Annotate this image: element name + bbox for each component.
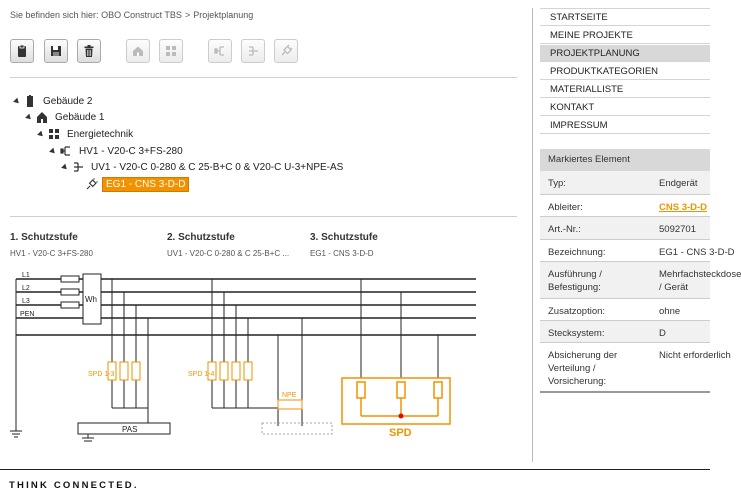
tree-node-uv1[interactable]: [62, 159, 346, 175]
tree-node-label: UV1 - V20-C 0-280 & C 25-B+C 0 & V20-C U-3+NPE-AS: [91, 161, 344, 173]
branch-left-icon: [246, 44, 260, 58]
property-value: EG1 - CNS 3-D-D: [659, 247, 735, 258]
ableiter-link[interactable]: CNS 3-D-D: [659, 202, 708, 213]
line-label-l2: L2: [22, 285, 30, 292]
property-row-typ: [540, 171, 710, 195]
property-row-art-nr: [540, 217, 710, 240]
add-main-distributor-button[interactable]: [208, 39, 232, 63]
nav-item-materialliste[interactable]: MATERIALLISTE: [540, 80, 710, 98]
building-icon: [24, 95, 36, 107]
property-key: Ausführung / Befestigung:: [548, 269, 602, 293]
add-category-button[interactable]: [159, 39, 183, 63]
tree-node-eg1[interactable]: [86, 176, 189, 192]
property-row-zusatzoption: [540, 299, 710, 321]
property-row-ausfuehrung: [540, 262, 741, 299]
house-icon: [36, 111, 48, 123]
tree-node-label-selected: EG1 - CNS 3-D-D: [102, 177, 189, 192]
grid-icon: [48, 128, 60, 140]
main-navigation: [540, 8, 710, 134]
breadcrumb-current: Projektplanung: [193, 10, 254, 20]
property-key: Absicherung der Verteilung / Vorsicherung:: [548, 350, 618, 387]
property-key: Typ:: [548, 178, 566, 189]
spd-device-label: SPD: [389, 427, 412, 439]
tree-node-energietechnik[interactable]: [38, 126, 136, 142]
expand-arrow-icon[interactable]: [25, 113, 33, 121]
expand-arrow-icon[interactable]: [61, 163, 69, 171]
pas-label: PAS: [122, 425, 138, 434]
spd-1-label: SPD 1-3: [88, 371, 115, 378]
selected-element-title: Markiertes Element: [540, 149, 710, 171]
property-key: Bezeichnung:: [548, 247, 606, 258]
property-key: Zusatzoption:: [548, 306, 606, 317]
property-value: ohne: [659, 306, 681, 317]
property-value: Mehrfachsteckdose / Gerät: [659, 269, 741, 293]
divider-middle: [10, 216, 517, 217]
breadcrumb-prefix: Sie befinden sich hier:: [10, 10, 99, 20]
tree-node-label: Gebäude 2: [43, 95, 93, 107]
expand-arrow-icon[interactable]: [49, 147, 57, 155]
spd-stage-2: [208, 362, 302, 409]
property-key: Stecksystem:: [548, 328, 605, 339]
divider-top: [10, 77, 517, 78]
clipboard-icon: [15, 44, 29, 58]
house-icon: [131, 44, 145, 58]
stage-3-subtitle: EG1 - CNS 3-D-D: [310, 249, 374, 258]
stage-1-subtitle: HV1 - V20-C 3+FS-280: [10, 249, 93, 258]
add-end-device-button[interactable]: [274, 39, 298, 63]
property-row-stecksystem: [540, 321, 710, 343]
nav-item-startseite[interactable]: STARTSEITE: [540, 8, 710, 26]
meter-label: Wh: [85, 295, 97, 304]
property-value: 5092701: [659, 224, 696, 235]
save-icon: [49, 44, 63, 58]
branch-right-icon: [213, 44, 227, 58]
property-value: Endgerät: [659, 178, 698, 189]
tree-node-building-1[interactable]: [26, 109, 108, 125]
delete-button[interactable]: [77, 39, 101, 63]
grid-icon: [164, 44, 178, 58]
property-value: Nicht erforderlich: [659, 350, 731, 361]
stage-3-title: 3. Schutzstufe: [310, 232, 378, 243]
circuit-schematic: [6, 266, 520, 446]
breadcrumb: [10, 10, 253, 20]
tree-node-hv1[interactable]: [50, 143, 186, 159]
stage-1-title: 1. Schutzstufe: [10, 232, 78, 243]
add-building-button[interactable]: [126, 39, 150, 63]
property-key: Ableiter:: [548, 202, 583, 213]
subdistributor-icon: [72, 161, 84, 173]
expand-arrow-icon[interactable]: [37, 130, 45, 138]
expand-arrow-icon[interactable]: [13, 97, 21, 105]
npe-label: NPE: [282, 392, 297, 399]
footer-divider: [0, 469, 710, 470]
nav-item-kontakt[interactable]: KONTAKT: [540, 98, 710, 116]
breadcrumb-link-tbs[interactable]: OBO Construct TBS: [101, 10, 182, 20]
line-label-l3: L3: [22, 298, 30, 305]
line-label-pen: PEN: [20, 311, 35, 318]
property-row-bezeichnung: [540, 240, 735, 262]
breadcrumb-separator: >: [184, 10, 191, 20]
nav-item-meine-projekte[interactable]: MEINE PROJEKTE: [540, 26, 710, 44]
stage-2-title: 2. Schutzstufe: [167, 232, 235, 243]
trash-icon: [82, 44, 96, 58]
pane-divider: [532, 8, 533, 462]
tree-node-building-2[interactable]: [14, 93, 96, 109]
stage-2-subtitle: UV1 - V20-C 0-280 & C 25-B+C ...: [167, 249, 290, 258]
nav-item-impressum[interactable]: IMPRESSUM: [540, 116, 710, 134]
plug-icon: [86, 178, 98, 190]
spd-2-label: SPD 1-4: [188, 371, 215, 378]
spd-end-device: [342, 378, 450, 424]
clipboard-button[interactable]: [10, 39, 34, 63]
property-row-absicherung: [540, 343, 731, 393]
plug-icon: [279, 44, 293, 58]
property-value: D: [659, 328, 666, 339]
tree-node-label: Energietechnik: [67, 128, 134, 140]
footer-slogan: THINK CONNECTED.: [9, 480, 139, 491]
save-button[interactable]: [44, 39, 68, 63]
tree-node-label: Gebäude 1: [55, 111, 105, 123]
distributor-icon: [60, 145, 72, 157]
add-sub-distributor-button[interactable]: [241, 39, 265, 63]
tree-node-label: HV1 - V20-C 3+FS-280: [79, 145, 183, 157]
property-row-ableiter: [540, 195, 710, 217]
npe-module: [278, 400, 302, 409]
property-key: Art.-Nr.:: [548, 224, 581, 235]
nav-item-projektplanung[interactable]: PROJEKTPLANUNG: [540, 44, 710, 62]
nav-item-produktkategorien[interactable]: PRODUKTKATEGORIEN: [540, 62, 710, 80]
line-label-l1: L1: [22, 272, 30, 279]
